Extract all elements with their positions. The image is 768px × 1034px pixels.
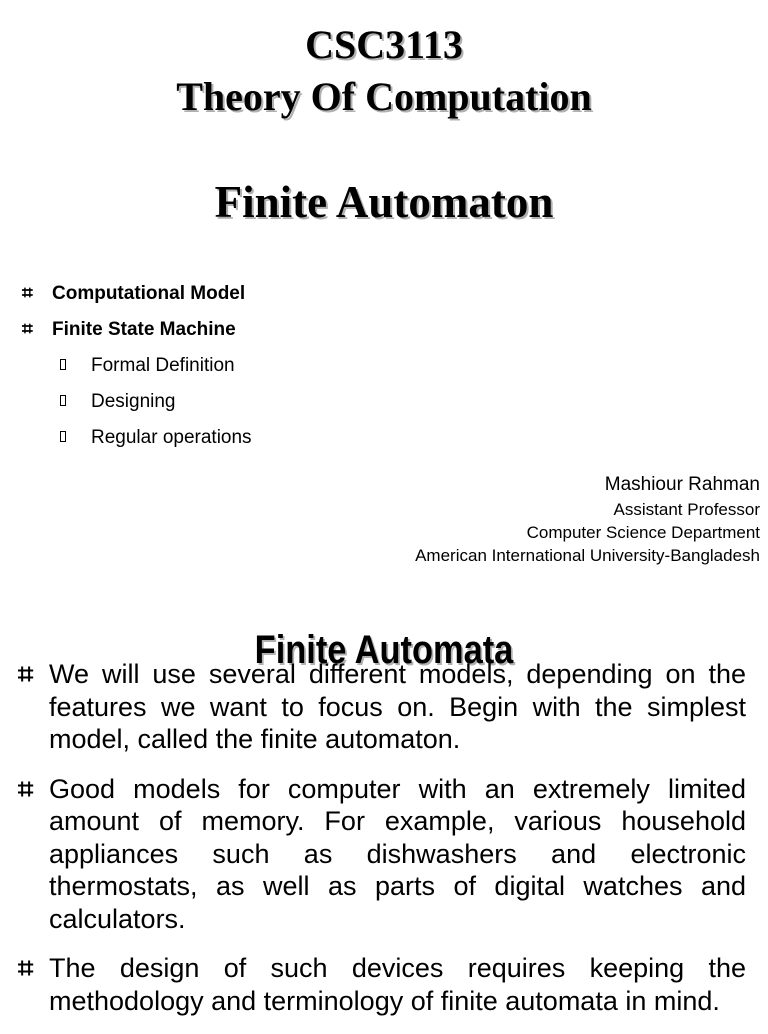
sub-item-label: Designing <box>91 391 176 412</box>
box-bullet-icon <box>60 359 66 370</box>
body-point-text: We will use several different models, depending on the features we want to focus on. Begin with the simplest model, called the finite automaton. <box>49 659 746 754</box>
sub-item-label: Formal Definition <box>91 355 235 376</box>
outline-item-label: Computational Model <box>52 283 246 304</box>
slide1-title: Finite Automaton <box>214 177 554 227</box>
author-department: Computer Science Department <box>526 523 760 542</box>
slide2-title: Finite Automata <box>254 628 514 673</box>
outline-item-label: Finite State Machine <box>52 319 236 340</box>
outline-item-finite-state-machine <box>22 316 422 352</box>
author-block <box>415 472 760 567</box>
body-point <box>18 773 746 936</box>
hash-bullet-icon: ⌗ <box>18 953 34 983</box>
hash-bullet-icon: ⌗ <box>18 659 34 689</box>
author-position: Assistant Professor <box>613 500 760 519</box>
sub-item-designing <box>22 388 422 424</box>
body-point <box>18 952 746 1017</box>
body-point <box>18 658 746 756</box>
box-bullet-icon <box>60 431 66 442</box>
outline-list <box>22 280 422 460</box>
hash-bullet-icon: ⌗ <box>18 773 34 804</box>
sub-item-regular-operations <box>22 424 422 460</box>
author-name: Mashiour Rahman <box>604 474 760 495</box>
sub-item-formal-definition <box>22 352 422 388</box>
course-name: Theory Of Computation <box>176 74 592 119</box>
author-university: American International University-Bangladesh <box>415 546 760 565</box>
hash-bullet-icon: ⌗ <box>22 283 33 304</box>
hash-bullet-icon: ⌗ <box>22 319 33 340</box>
outline-item-computational-model <box>22 280 422 316</box>
box-bullet-icon <box>60 395 66 406</box>
sub-item-label: Regular operations <box>91 427 252 448</box>
course-code: CSC3113 <box>305 22 463 67</box>
body-point-text: The design of such devices requires keeping the methodology and terminology of finite automata in mind. <box>49 953 746 1016</box>
body-point-list <box>18 658 746 1034</box>
body-point-text: Good models for computer with an extremely limited amount of memory. For example, various household appliances such as dishwashers and electronic thermostats, as well as parts of digital watches and calculators. <box>49 773 746 934</box>
